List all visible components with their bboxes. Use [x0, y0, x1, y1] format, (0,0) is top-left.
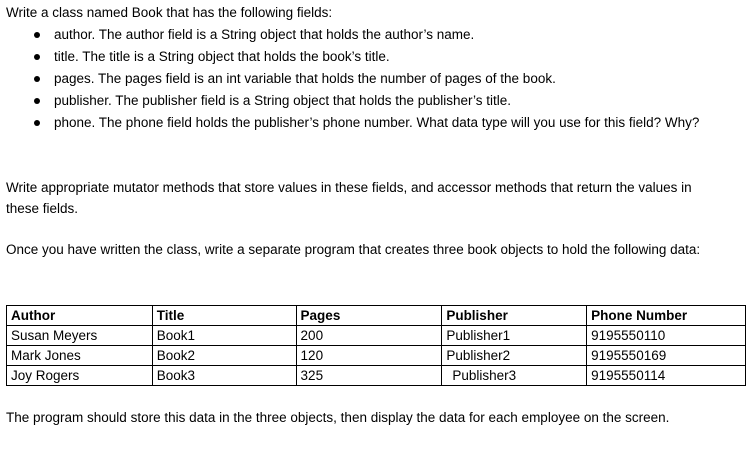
cell-title: Book3	[152, 366, 296, 386]
table-header-row	[7, 306, 746, 326]
field-phone-text: phone. The phone field holds the publisher’s phone number. What data type will you use for this field? Why?	[54, 115, 700, 130]
field-pages-text: pages. The pages field is an int variable that holds the number of pages of the book.	[54, 71, 556, 86]
header-author: Author	[7, 306, 153, 326]
cell-pages: 200	[296, 326, 442, 346]
display-paragraph: The program should store this data in the three objects, then display the data for each employee on the screen.	[6, 410, 670, 425]
cell-pages: 325	[296, 366, 442, 386]
cell-title: Book1	[152, 326, 296, 346]
header-phone-number: Phone Number	[587, 306, 746, 326]
cell-phone: 9195550169	[587, 346, 746, 366]
cell-publisher: Publisher1	[442, 326, 587, 346]
bullet-icon	[34, 69, 42, 89]
cell-publisher: Publisher3	[442, 366, 587, 386]
cell-author: Joy Rogers	[7, 366, 153, 386]
cell-pages: 120	[296, 346, 442, 366]
field-title-text: title. The title is a String object that holds the book’s title.	[54, 49, 390, 64]
bullet-icon	[34, 91, 42, 111]
table-row	[7, 346, 746, 366]
cell-phone: 9195550110	[587, 326, 746, 346]
field-publisher-text: publisher. The publisher field is a String object that holds the publisher’s title.	[54, 93, 512, 108]
header-pages: Pages	[296, 306, 442, 326]
program-paragraph: Once you have written the class, write a separate program that creates three book objects to hold the following data:	[6, 242, 701, 257]
list-item	[6, 91, 746, 111]
list-item	[6, 69, 746, 89]
book-data-table	[6, 305, 746, 386]
bullet-icon	[34, 47, 42, 67]
cell-title: Book2	[152, 346, 296, 366]
cell-author: Susan Meyers	[7, 326, 153, 346]
cell-publisher: Publisher2	[442, 346, 587, 366]
bullet-icon	[34, 25, 42, 45]
mutator-paragraph: Write appropriate mutator methods that store values in these fields, and accessor methods that return the values in these fields.	[6, 180, 692, 216]
intro-text: Write a class named Book that has the following fields:	[6, 5, 333, 20]
list-item	[6, 113, 746, 133]
cell-phone: 9195550114	[587, 366, 746, 386]
fields-list	[6, 25, 746, 133]
table-row	[7, 326, 746, 346]
list-item	[6, 25, 746, 45]
document-body	[6, 3, 746, 425]
bullet-icon	[34, 113, 42, 133]
cell-author: Mark Jones	[7, 346, 153, 366]
list-item	[6, 47, 746, 67]
field-author-text: author. The author field is a String object that holds the author’s name.	[54, 27, 475, 42]
header-title: Title	[152, 306, 296, 326]
header-publisher: Publisher	[442, 306, 587, 326]
table-row	[7, 366, 746, 386]
